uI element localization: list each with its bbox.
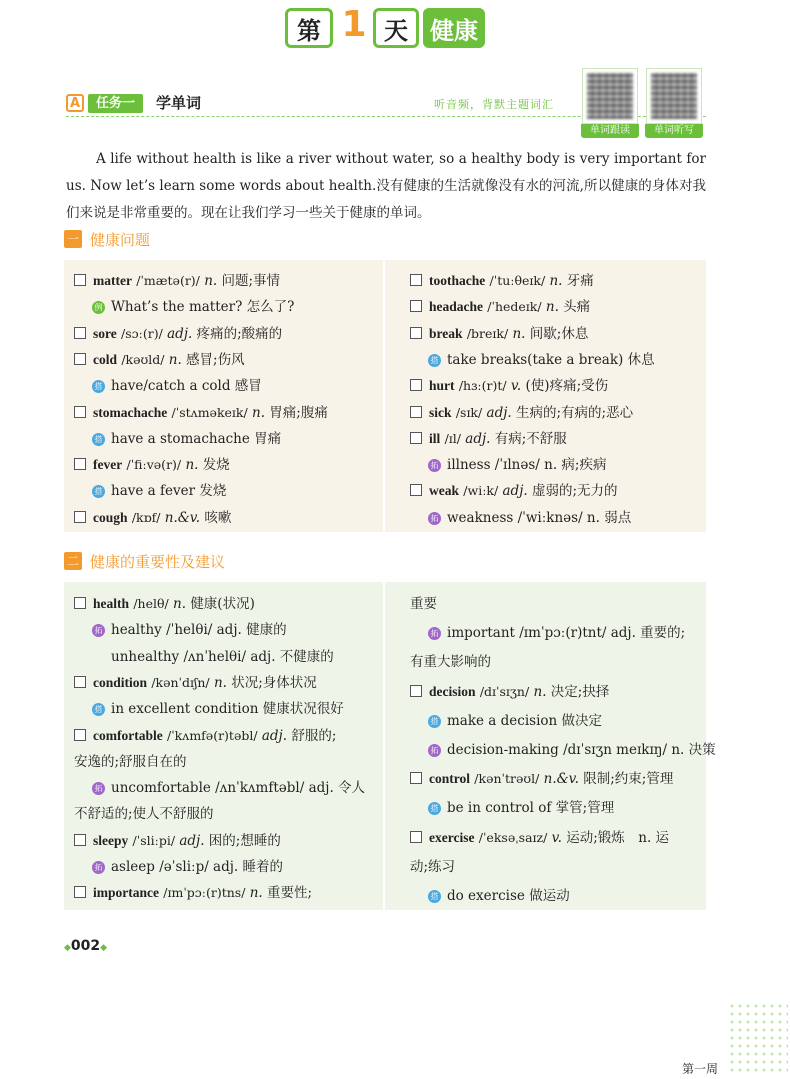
word-note: [92, 618, 287, 638]
word-note: [92, 295, 294, 315]
headword: importance: [93, 885, 159, 901]
checkbox-icon[interactable]: [74, 729, 86, 741]
word-entry: [410, 374, 608, 394]
checkbox-icon[interactable]: [74, 597, 86, 609]
note-text: do exercise 做运动: [447, 888, 570, 904]
note-type-icon: 例: [92, 301, 105, 314]
continuation-text: 有重大影响的: [410, 654, 491, 671]
note-text: asleep /əˈsliːp/ adj. 睡着的: [111, 859, 284, 875]
word-entry: [74, 829, 281, 849]
headword: decision: [429, 683, 476, 699]
task-letter-icon: A: [66, 94, 84, 112]
section1-panel: [64, 260, 706, 532]
checkbox-icon[interactable]: [74, 834, 86, 846]
checkbox-icon[interactable]: [410, 685, 422, 697]
note-text: What’s the matter? 怎么了?: [111, 299, 295, 316]
note-type-icon: 拓: [428, 627, 441, 640]
section1-header: [64, 228, 150, 250]
checkbox-icon[interactable]: [74, 353, 86, 365]
part-of-speech: n.: [173, 596, 187, 612]
checkbox-icon[interactable]: [74, 511, 86, 523]
note-text: in excellent condition 健康状况很好: [111, 701, 344, 718]
note-type-icon: 拓: [428, 744, 441, 757]
part-of-speech: v.: [510, 378, 522, 395]
checkbox-icon[interactable]: [74, 886, 86, 898]
headword: matter: [93, 273, 132, 288]
checkbox-icon[interactable]: [410, 831, 422, 843]
definition: 生病的;有病的;恶心: [516, 404, 634, 421]
definition: 胃痛;腹痛: [269, 404, 328, 421]
checkbox-icon[interactable]: [74, 274, 86, 286]
headword: sleepy: [93, 832, 129, 848]
banner-day-number: 1: [341, 4, 367, 45]
definition: 感冒;伤风: [186, 351, 245, 368]
note-text: take breaks(take a break) 休息: [447, 351, 655, 368]
phonetic: /ˈstʌməkeɪk/: [171, 404, 248, 420]
definition: 疼痛的;酸痛的: [196, 325, 283, 342]
headword: break: [429, 325, 463, 341]
part-of-speech: n.: [252, 404, 265, 421]
headword: exercise: [429, 829, 475, 845]
phonetic: /ˈfiːvə(r)/: [126, 457, 182, 473]
definition: 问题;事情: [221, 273, 281, 289]
headword: control: [429, 771, 470, 787]
headword: toothache: [429, 273, 486, 288]
definition: 状况;身体状况: [231, 674, 317, 691]
part-of-speech: n.&v.: [164, 509, 201, 526]
word-note: [92, 479, 226, 499]
note-type-icon: 搭: [428, 802, 441, 815]
definition: 舒服的;: [291, 727, 337, 744]
day-banner: [285, 4, 485, 50]
word-note: [428, 348, 655, 368]
qr-label-follow-read: 单词跟读: [581, 124, 639, 138]
word-entry: [74, 506, 231, 526]
qr-code-follow-read[interactable]: [582, 68, 638, 124]
checkbox-icon[interactable]: [410, 300, 422, 312]
phonetic: /ˈkʌmfə(r)təbl/: [167, 727, 258, 743]
word-entry: [74, 453, 230, 473]
definition: 限制;约束;管理: [583, 771, 674, 788]
word-entry: [74, 881, 312, 901]
word-entry: [74, 269, 280, 289]
word-entry: [410, 401, 633, 421]
part-of-speech: n.: [185, 457, 199, 474]
definition: (使)疼痛;受伤: [525, 378, 609, 395]
phonetic: /ˈtuːθeɪk/: [489, 273, 546, 288]
note-text: important /ɪmˈpɔː(r)tnt/ adj. 重要的;: [447, 625, 686, 642]
note-type-icon: 拓: [92, 782, 105, 795]
part-of-speech: n.: [204, 273, 218, 289]
word-entry: [410, 269, 594, 289]
definition: 虚弱的;无力的: [531, 483, 618, 500]
definition: 运动;锻炼 n. 运: [566, 829, 670, 846]
headword: ill: [429, 430, 441, 446]
word-continuation: [410, 855, 455, 875]
note-type-icon: 拓: [92, 861, 105, 874]
note-type-icon: 拓: [428, 459, 441, 472]
part-of-speech: v.: [551, 829, 562, 846]
section1-icon: 一: [64, 230, 82, 248]
checkbox-icon[interactable]: [410, 327, 422, 339]
section2-panel: [64, 582, 716, 910]
continuation-text: unhealthy /ʌnˈhelθi/ adj. 不健康的: [111, 648, 334, 665]
qr-label-dictation: 单词听写: [645, 124, 703, 138]
headword: stomachache: [93, 404, 168, 420]
part-of-speech: adj.: [486, 404, 512, 421]
phonetic: /ˈsliːpi/: [132, 832, 176, 848]
word-note: [92, 855, 283, 875]
word-note: [428, 621, 685, 641]
note-type-icon: 搭: [92, 380, 105, 393]
checkbox-icon[interactable]: [74, 676, 86, 688]
definition: 咳嗽: [204, 509, 232, 526]
part-of-speech: n.: [545, 299, 559, 316]
word-entry: [74, 671, 317, 691]
checkbox-icon[interactable]: [410, 432, 422, 444]
definition: 发烧: [202, 457, 230, 474]
word-entry: [74, 592, 255, 612]
word-note: [92, 374, 262, 394]
note-text: uncomfortable /ʌnˈkʌmftəbl/ adj. 令人: [111, 780, 366, 797]
headword: sick: [429, 404, 452, 420]
headword: sore: [93, 325, 117, 341]
word-note: [92, 776, 365, 796]
phonetic: /sɔː(r)/: [121, 325, 163, 341]
section2-header: [64, 550, 225, 572]
footer-week: 第一周: [682, 1062, 719, 1076]
part-of-speech: n.&v.: [543, 771, 579, 788]
headword: comfortable: [93, 727, 163, 743]
word-note: [92, 427, 281, 447]
phonetic: /kənˈdɪʃn/: [151, 674, 210, 690]
part-of-speech: adj.: [502, 483, 528, 500]
note-text: make a decision 做决定: [447, 712, 603, 729]
headword: condition: [93, 674, 148, 690]
checkbox-icon[interactable]: [74, 327, 86, 339]
continuation-text: 重要: [410, 596, 437, 612]
word-note: [428, 453, 606, 473]
headword: fever: [93, 457, 123, 473]
definition: 健康(状况): [190, 596, 255, 612]
phonetic: /ɪmˈpɔː(r)tns/: [163, 885, 246, 901]
note-type-icon: 搭: [428, 890, 441, 903]
continuation-text: 动;练习: [410, 858, 456, 875]
checkbox-icon[interactable]: [74, 458, 86, 470]
headword: cough: [93, 509, 128, 525]
headword: health: [93, 596, 130, 611]
banner-topic: 健康: [423, 8, 485, 48]
banner-di: 第: [285, 8, 333, 48]
word-entry: [74, 724, 336, 744]
part-of-speech: n.: [213, 674, 227, 691]
word-entry: [410, 479, 618, 499]
note-text: weakness /ˈwiːknəs/ n. 弱点: [447, 509, 632, 526]
definition: 困的;想睡的: [208, 832, 281, 849]
phonetic: /ɪl/: [444, 430, 461, 446]
section1-title: 健康问题: [90, 230, 151, 249]
word-continuation: [74, 750, 187, 770]
note-text: have a fever 发烧: [111, 483, 227, 500]
part-of-speech: n.: [533, 683, 547, 700]
headword: hurt: [429, 378, 455, 394]
part-of-speech: n.: [249, 885, 263, 902]
phonetic: /kəʊld/: [121, 351, 165, 367]
note-text: decision-making /dɪˈsɪʒn meɪkɪŋ/ n. 决策: [447, 742, 716, 758]
checkbox-icon[interactable]: [410, 379, 422, 391]
note-text: healthy /ˈhelθi/ adj. 健康的: [111, 622, 287, 639]
note-text: be in control of 掌管;管理: [447, 800, 615, 817]
section2-title: 健康的重要性及建议: [90, 552, 226, 571]
word-entry: [410, 826, 669, 846]
note-type-icon: 拓: [92, 624, 105, 637]
part-of-speech: adj.: [179, 832, 205, 849]
intro-english: A life without health is like a river without water, so a healthy body is very important for us. Now let’s learn some words about health.: [66, 151, 706, 194]
word-note: [428, 884, 570, 904]
word-entry: [74, 322, 282, 342]
headword: weak: [429, 483, 459, 499]
decorative-dots: [728, 1002, 788, 1072]
note-text: illness /ˈɪlnəs/ n. 病;疾病: [447, 457, 607, 474]
word-continuation: [111, 645, 334, 665]
phonetic: /ˈmætə(r)/: [136, 273, 200, 288]
definition: 重要性;: [267, 885, 313, 902]
word-note: [428, 506, 631, 526]
word-note: [428, 738, 716, 758]
word-continuation: [74, 802, 214, 822]
word-entry: [410, 322, 588, 342]
checkbox-icon[interactable]: [410, 406, 422, 418]
note-text: have a stomachache 胃痛: [111, 430, 282, 447]
word-entry: [410, 680, 609, 700]
note-type-icon: 搭: [428, 354, 441, 367]
task-tag: 任务一: [88, 94, 143, 113]
note-type-icon: 搭: [92, 485, 105, 498]
definition: 头痛: [563, 299, 591, 316]
phonetic: /ˈeksəˌsaɪz/: [478, 829, 548, 845]
phonetic: /ˈhedeɪk/: [487, 299, 542, 315]
part-of-speech: n.: [549, 273, 563, 289]
word-continuation: [410, 592, 437, 612]
page-number: ◆002◆: [64, 938, 108, 954]
part-of-speech: adj.: [465, 430, 491, 447]
phonetic: /wiːk/: [463, 483, 499, 499]
continuation-text: 不舒适的;使人不舒服的: [74, 806, 214, 823]
continuation-text: 安逸的;舒服自在的: [74, 753, 187, 770]
definition: 决定;抉择: [550, 683, 610, 700]
note-type-icon: 拓: [428, 512, 441, 525]
word-note: [92, 697, 344, 717]
checkbox-icon[interactable]: [410, 484, 422, 496]
qr-code-dictation[interactable]: [646, 68, 702, 124]
checkbox-icon[interactable]: [410, 772, 422, 784]
part-of-speech: n.: [168, 351, 182, 368]
phonetic: /kɒf/: [131, 509, 161, 525]
phonetic: /hɜː(r)t/: [458, 378, 507, 394]
intro-paragraph: [66, 146, 706, 227]
section2-icon: 二: [64, 552, 82, 570]
note-type-icon: 搭: [92, 433, 105, 446]
task-title: 学单词: [156, 94, 202, 112]
headword: cold: [93, 351, 118, 367]
banner-tian: 天: [373, 8, 419, 48]
note-text: have/catch a cold 感冒: [111, 378, 262, 395]
word-continuation: [410, 650, 491, 670]
word-note: [428, 796, 614, 816]
phonetic: /kənˈtrəʊl/: [474, 771, 540, 787]
note-type-icon: 搭: [428, 715, 441, 728]
part-of-speech: adj.: [261, 727, 288, 744]
definition: 牙痛: [566, 273, 594, 289]
phonetic: /breɪk/: [466, 325, 509, 341]
phonetic: /sɪk/: [455, 404, 483, 420]
headword: headache: [429, 299, 483, 315]
part-of-speech: n.: [512, 325, 526, 342]
checkbox-icon[interactable]: [410, 274, 422, 286]
word-entry: [74, 348, 245, 368]
word-note: [428, 709, 602, 729]
word-entry: [410, 767, 673, 787]
definition: 有病;不舒服: [494, 430, 567, 447]
phonetic: /helθ/: [133, 596, 169, 611]
note-type-icon: 搭: [92, 703, 105, 716]
phonetic: /dɪˈsɪʒn/: [479, 683, 530, 699]
task-hint: 听音频，背默主题词汇: [434, 98, 554, 111]
checkbox-icon[interactable]: [74, 406, 86, 418]
word-entry: [410, 295, 590, 315]
part-of-speech: adj.: [167, 325, 193, 342]
definition: 间歇;休息: [529, 325, 589, 342]
word-entry: [410, 427, 567, 447]
word-entry: [74, 401, 328, 421]
intro-chinese: 没有健康的生活就像没有水的河流,所以健康的身体对我们来说是非常重要的。现在让我们学习一些关于健康的单词。: [66, 178, 706, 221]
